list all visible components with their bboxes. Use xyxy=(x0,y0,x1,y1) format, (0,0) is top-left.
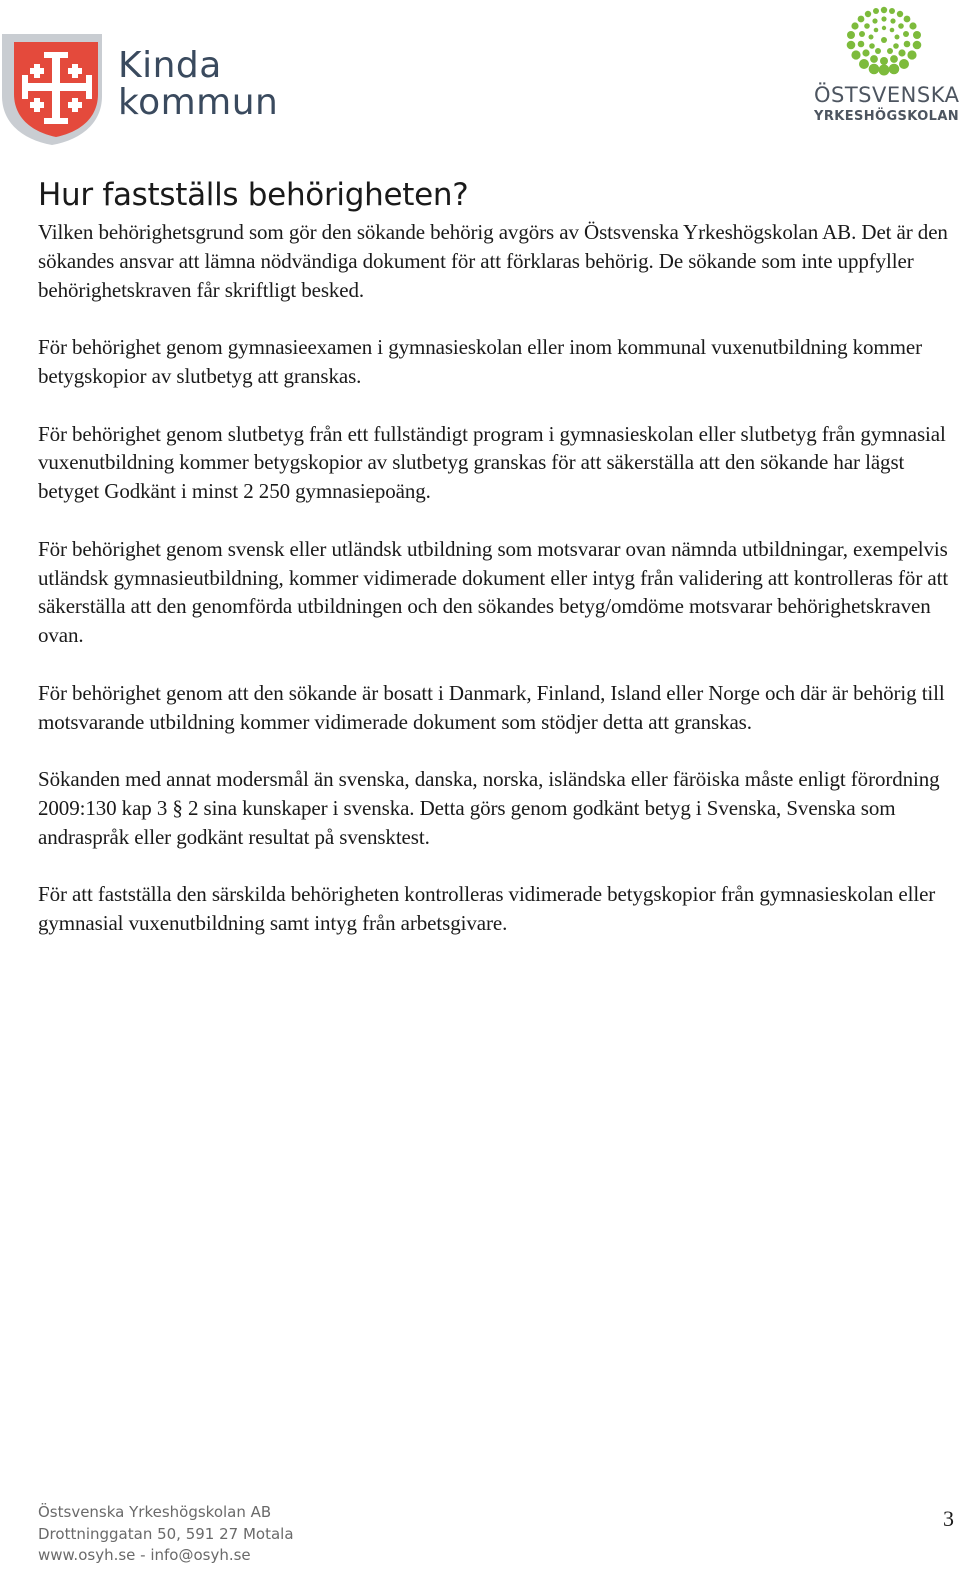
osyh-logo xyxy=(814,4,960,126)
paragraph-7: För att fastställa den särskilda behörigheten kontrolleras vidimerade betygskopior från gymnasieskolan eller gymnasial vuxenutbildning samt intyg från arbetsgivare. xyxy=(38,882,936,936)
page-footer xyxy=(38,1502,294,1567)
kinda-logo-line1: Kinda xyxy=(118,45,222,86)
paragraph-1: Vilken behörighetsgrund som gör den sökande behörig avgörs av Östsvenska Yrkeshögskolan AB. Det är den sökandes ansvar att lämna nödvändiga dokument för att förklaras behörig. De sökande som inte uppfyller behörighetskraven får skriftligt besked. xyxy=(38,220,948,302)
paragraph-4: För behörighet genom svensk eller utländsk utbildning som motsvarar ovan nämnda utbildningar, exempelvis utländsk gymnasieutbildning, kommer vidimerade dokument eller intyg från validering att kontrolleras för att säkerställa att den genomförda utbildningen och den sökandes betyg/omdöme motsvarar behörighetskraven ovan. xyxy=(38,536,949,648)
kinda-logo-line2: kommun xyxy=(118,82,279,123)
paragraph-3: För behörighet genom slutbetyg från ett fullständigt program i gymnasieskolan eller slutbetyg från gymnasial vuxenutbildning kommer betygskopior av slutbetyg granskas för att säkerställa att den sökande har lägst betyget Godkänt i minst 2 250 gymnasiepoäng. xyxy=(38,421,946,504)
page-title: Hur fastställs behörigheten? xyxy=(38,177,469,213)
kinda-shield-icon xyxy=(0,28,104,146)
footer-address: Drottninggatan 50, 591 27 Motala xyxy=(38,1524,294,1543)
kinda-logo-text xyxy=(118,45,279,123)
document-body xyxy=(38,172,953,967)
paragraph-6: Sökanden med annat modersmål än svenska, danska, norska, isländska eller färöiska måste enligt förordning 2009:130 kap 3 § 2 sina kunskaper i svenska. Detta görs genom godkänt betyg i Svenska, Svenska som andraspråk eller godkänt resultat på svensktest. xyxy=(38,767,940,849)
osyh-logo-name: ÖSTSVENSKA xyxy=(814,83,960,107)
paragraph-2: För behörighet genom gymnasieexamen i gymnasieskolan eller inom kommunal vuxenutbildning kommer betygskopior av slutbetyg att granskas. xyxy=(38,335,922,388)
kinda-kommun-logo xyxy=(0,28,280,150)
footer-contact: www.osyh.se - info@osyh.se xyxy=(38,1546,251,1564)
osyh-logo-subname: YRKESHÖGSKOLAN xyxy=(814,109,960,124)
dot-burst-icon xyxy=(842,4,926,76)
paragraph-5: För behörighet genom att den sökande är bosatt i Danmark, Finland, Island eller Norge och där är behörig till motsvarande utbildning kommer vidimerade dokument som stödjer detta att granskas. xyxy=(38,680,945,734)
page-number: 3 xyxy=(943,1506,954,1531)
footer-org: Östsvenska Yrkeshögskolan AB xyxy=(38,1503,272,1521)
